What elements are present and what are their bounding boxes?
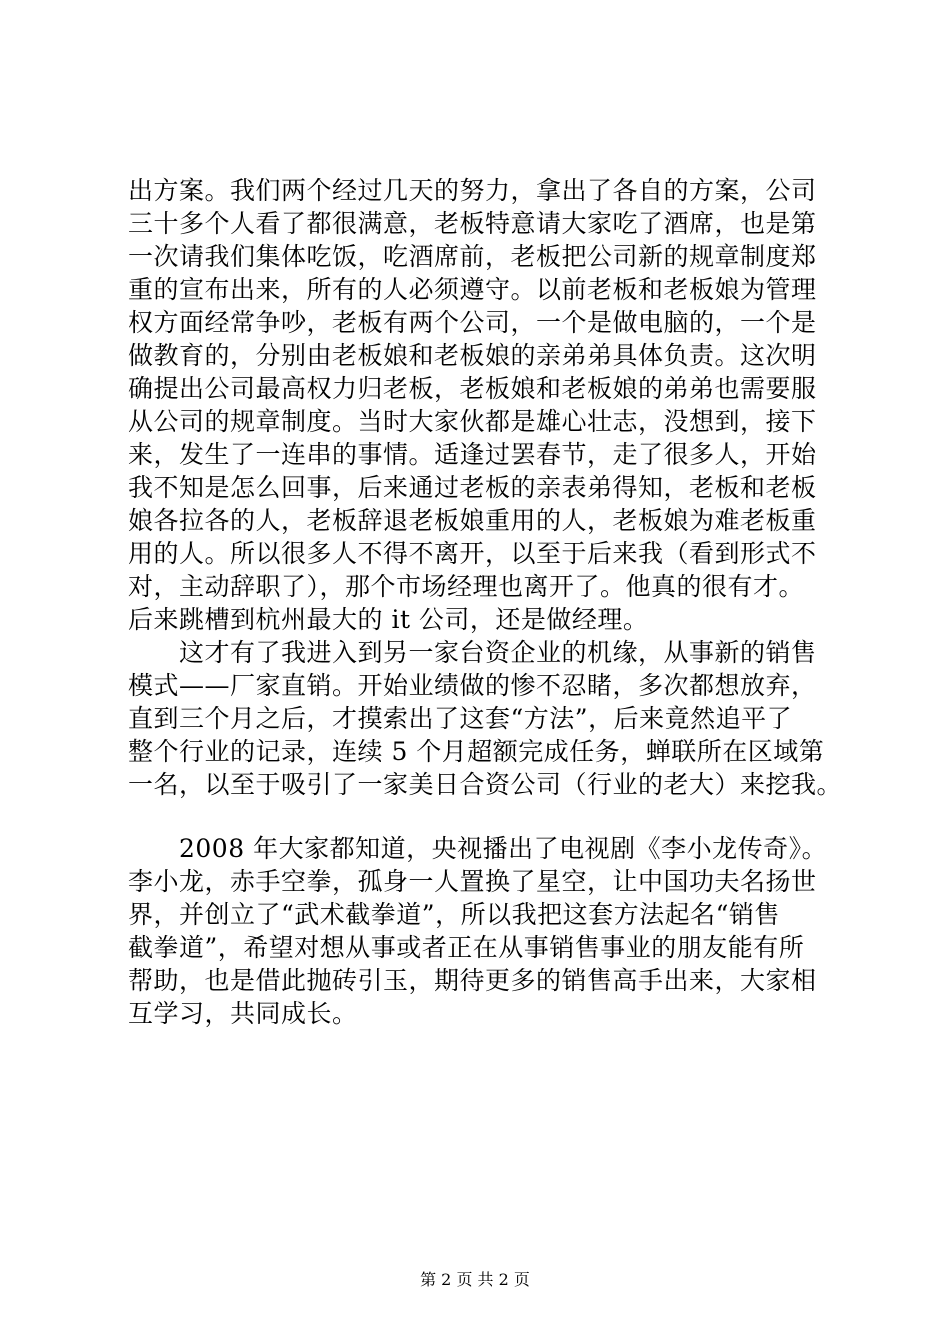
text-line: 界，并创立了“武术截拳道”，所以我把这套方法起名“销售 (128, 900, 780, 929)
text-line: 一名，以至于吸引了一家美日合资公司（行业的老大）来挖我。 (128, 770, 843, 799)
text-line: 用的人。所以很多人不得不离开，以至于后来我（看到形式不 (128, 539, 817, 568)
text-line: 从公司的规章制度。当时大家伙都是雄心壮志，没想到，接下 (128, 407, 817, 436)
text-line: 来，发生了一连串的事情。适逢过罢春节，走了很多人，开始 (128, 440, 817, 469)
text-line: 直到三个月之后，才摸索出了这套“方法”，后来竟然追平了 (128, 704, 793, 733)
text-line: 整个行业的记录，连续 5 个月超额完成任务，蝉联所在区域第 (128, 737, 825, 766)
text-line: 一次请我们集体吃饭，吃酒席前，老板把公司新的规章制度郑 (128, 242, 817, 271)
text-line: 做教育的，分别由老板娘和老板娘的亲弟弟具体负责。这次明 (128, 341, 817, 370)
text-line: 这才有了我进入到另一家台资企业的机缘，从事新的销售 (128, 638, 817, 667)
document-body (128, 174, 843, 1030)
page-number: 第 2 页 共 2 页 (420, 1270, 530, 1289)
text-line: 截拳道”，希望对想从事或者正在从事销售事业的朋友能有所 (128, 933, 805, 962)
paragraph-1 (128, 174, 840, 636)
text-line: 出方案。我们两个经过几天的努力，拿出了各自的方案，公司 (128, 176, 817, 205)
text-line: 对，主动辞职了），那个市场经理也离开了。他真的很有才。 (128, 572, 805, 601)
text-line: 确提出公司最高权力归老板，老板娘和老板娘的弟弟也需要服 (128, 374, 817, 403)
text-line: 后来跳槽到杭州最大的 it 公司，还是做经理。 (128, 605, 649, 634)
paragraph-2 (128, 636, 843, 801)
text-line: 我不知是怎么回事，后来通过老板的亲表弟得知，老板和老板 (128, 473, 817, 502)
text-line: 三十多个人看了都很满意，老板特意请大家吃了酒席，也是第 (128, 209, 817, 238)
paragraph-gap (128, 801, 840, 832)
text-line: 帮助，也是借此抛砖引玉，期待更多的销售高手出来，大家相 (128, 966, 817, 995)
text-line: 模式——厂家直销。开始业绩做的惨不忍睹，多次都想放弃， (128, 671, 817, 700)
text-line: 重的宣布出来，所有的人必须遵守。以前老板和老板娘为管理 (128, 275, 817, 304)
text-line: 权方面经常争吵，老板有两个公司，一个是做电脑的，一个是 (128, 308, 817, 337)
text-line: 李小龙，赤手空拳，孤身一人置换了星空，让中国功夫名扬世 (128, 867, 817, 896)
text-line: 互学习，共同成长。 (128, 999, 358, 1028)
text-line: 娘各拉各的人，老板辞退老板娘重用的人，老板娘为难老板重 (128, 506, 817, 535)
page-footer (0, 1270, 950, 1290)
paragraph-3 (128, 832, 840, 1030)
text-line: 2008 年大家都知道，央视播出了电视剧《李小龙传奇》。 (128, 834, 828, 863)
